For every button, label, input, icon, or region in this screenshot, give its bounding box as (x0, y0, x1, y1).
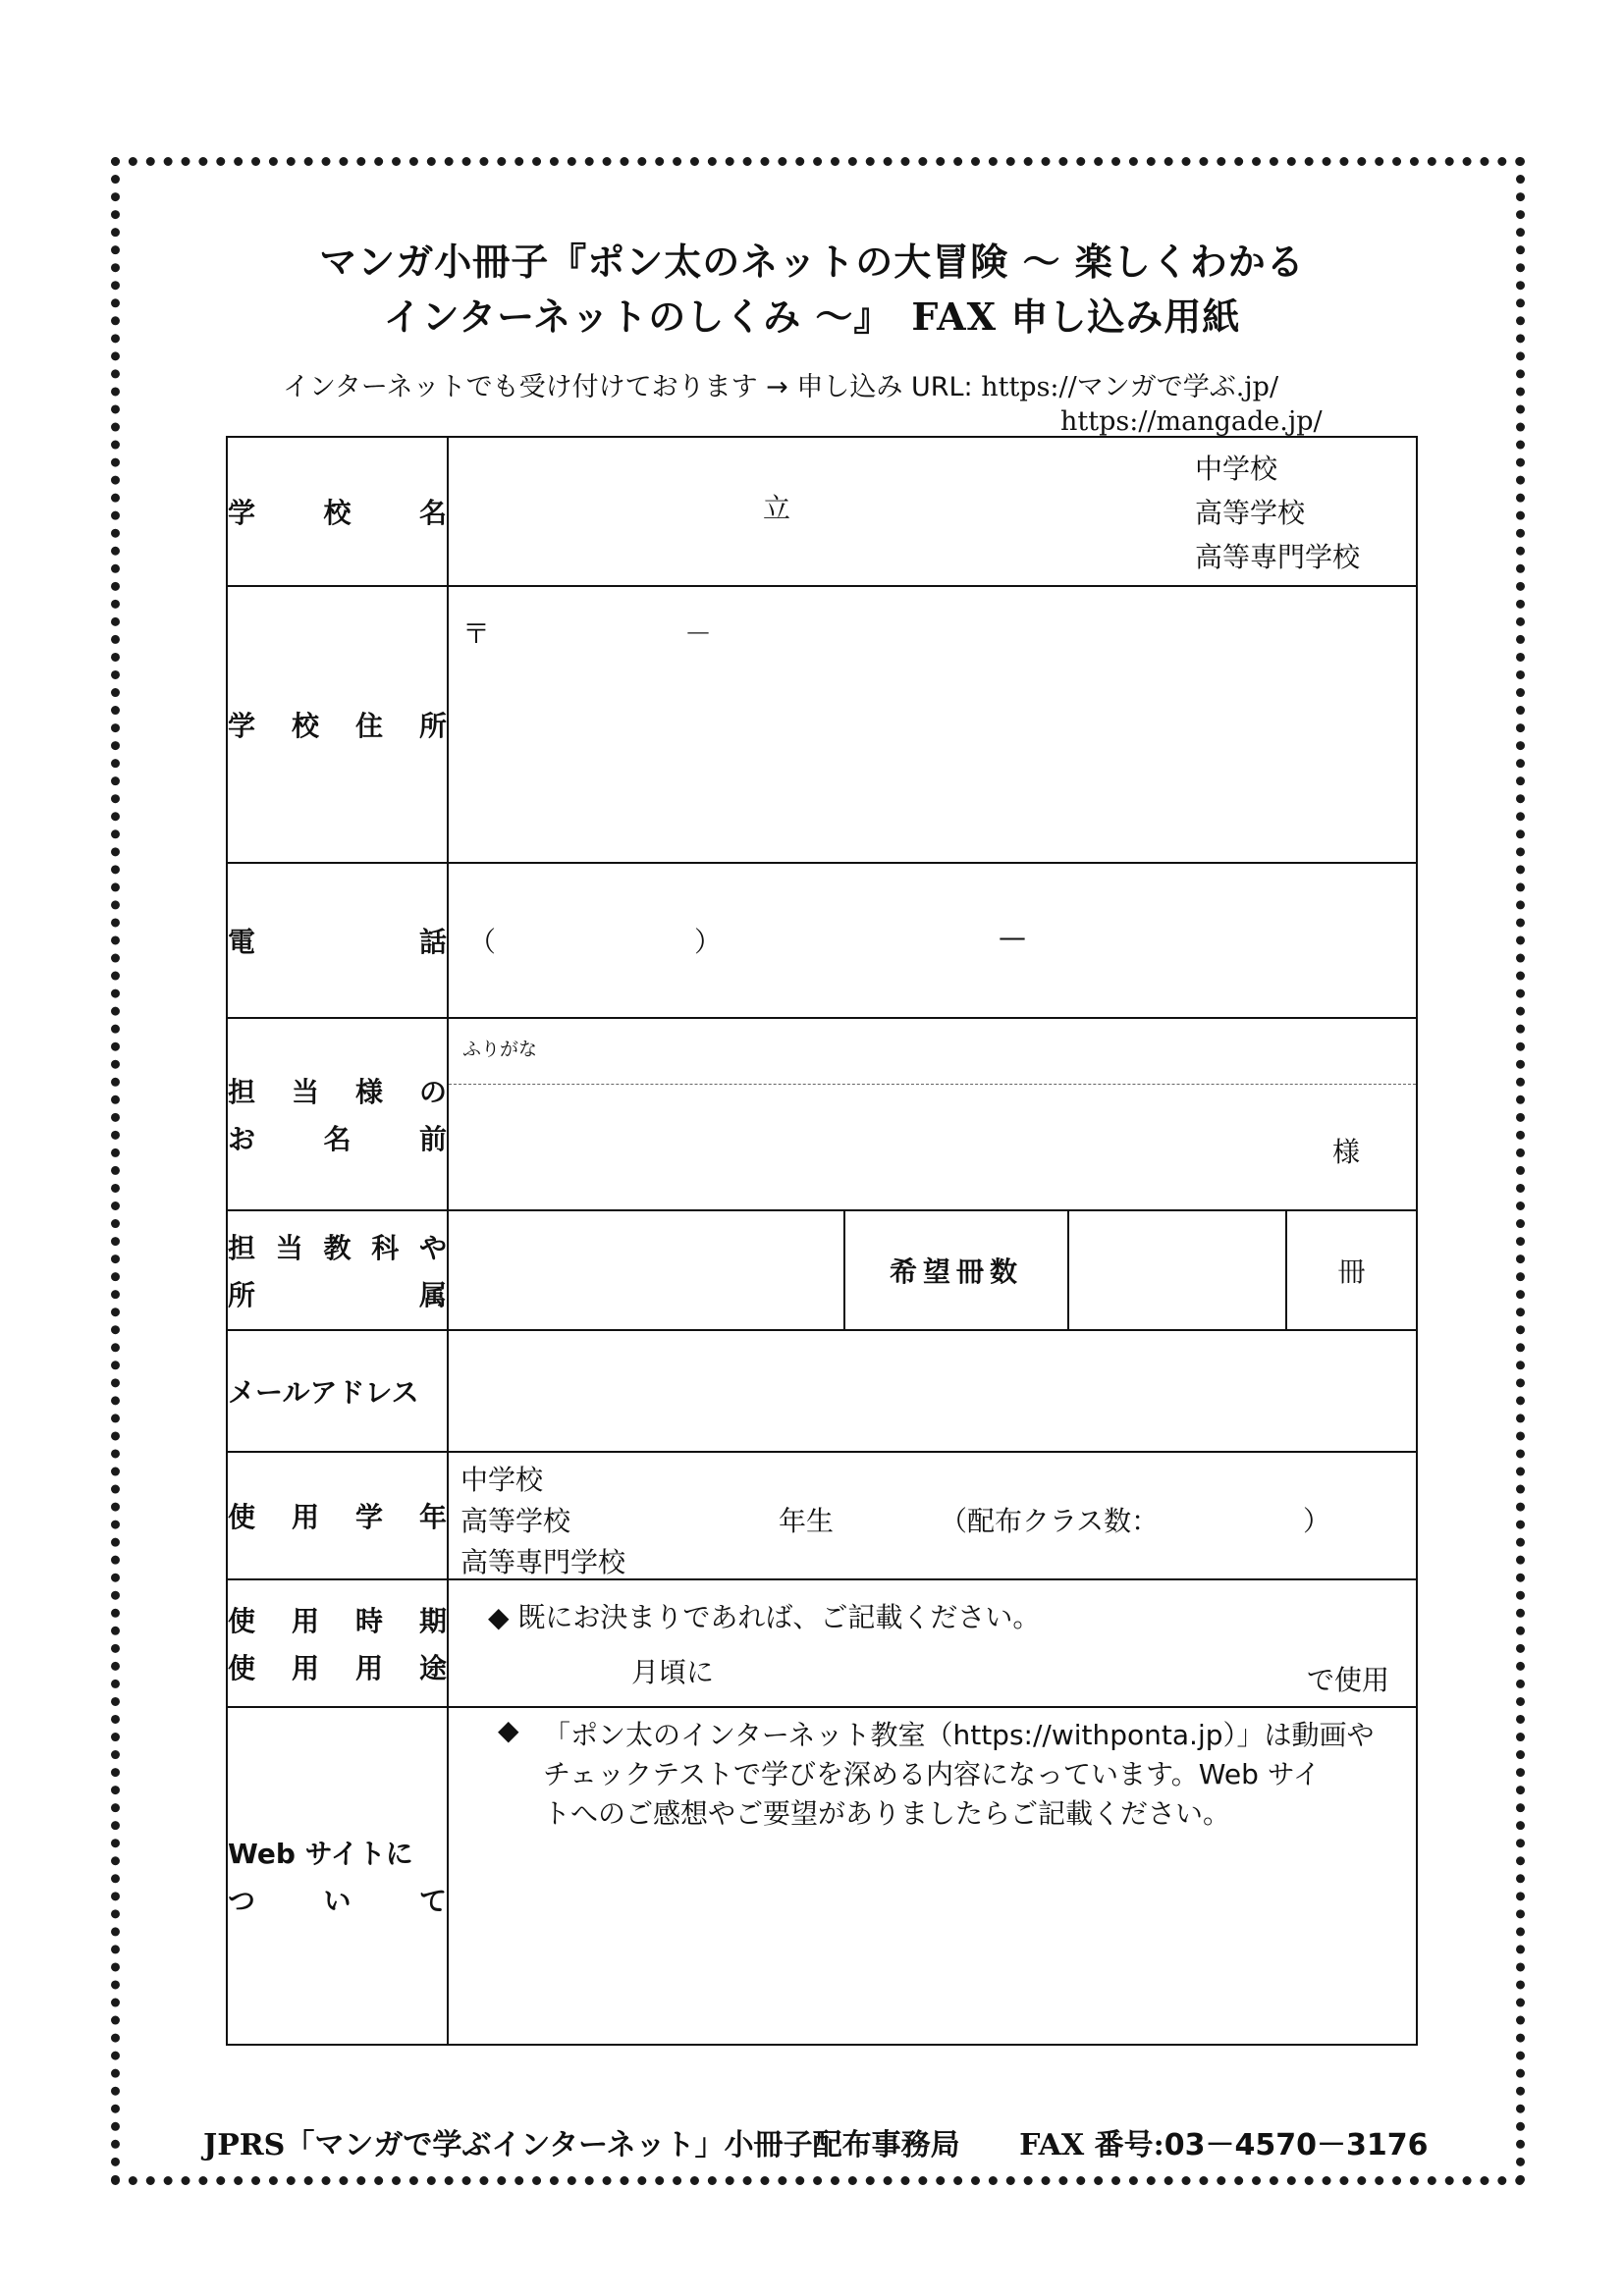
email-field[interactable] (448, 1330, 1417, 1452)
label-char: て (418, 1885, 447, 1917)
grade-type-junior-high[interactable]: 中学校 (460, 1464, 544, 1496)
contact-name-field[interactable] (448, 1018, 1417, 1210)
website-bullet: ◆ (498, 1714, 519, 1746)
label-school-address (227, 586, 448, 863)
label-char: や (418, 1232, 447, 1264)
row-website-feedback (227, 1707, 1417, 2045)
row-subject-copies (227, 1210, 1417, 1330)
copies-field[interactable] (1068, 1210, 1286, 1330)
label-char: 学 (228, 497, 256, 529)
application-form-table (226, 436, 1418, 2046)
label-char: 前 (418, 1123, 447, 1155)
label-char: 時 (354, 1605, 383, 1637)
row-email (227, 1330, 1417, 1452)
label-char: 様 (354, 1076, 383, 1108)
label-char: 担 (228, 1076, 256, 1108)
footer-fax-number: 03－4570－3176 (1164, 2128, 1429, 2163)
phone-field[interactable] (448, 863, 1417, 1018)
furigana-divider (449, 1084, 1416, 1085)
label-char: 用 (291, 1605, 319, 1637)
footer (203, 2120, 1428, 2163)
label-char: 話 (418, 926, 447, 958)
label-website-line1: Web サイトに (228, 1838, 413, 1870)
label-website (227, 1707, 448, 2045)
label-char: つ (228, 1885, 256, 1917)
label-char: 所 (228, 1279, 256, 1311)
phone-open-paren: （ (468, 926, 497, 958)
label-char: の (418, 1076, 447, 1108)
row-school-name (227, 437, 1417, 586)
online-notice (283, 365, 1278, 403)
website-line3: トへのご感想やご要望がありましたらご記載ください。 (543, 1797, 1231, 1830)
label-char: 科 (371, 1232, 400, 1264)
label-char: 住 (354, 710, 383, 742)
row-contact-name (227, 1018, 1417, 1210)
form-title-line1: マンガ小冊子『ポン太のネットの大冒険 ～ 楽しくわかる (319, 240, 1305, 284)
sama-text: 様 (1332, 1136, 1361, 1168)
label-char: 所 (418, 710, 447, 742)
class-count-close: ） (1303, 1505, 1331, 1537)
label-usage-period (227, 1579, 448, 1707)
label-char: 用 (354, 1652, 383, 1684)
usage-note: ◆ 既にお決まりであれば、ご記載ください。 (488, 1601, 1041, 1633)
label-char: 名 (323, 1123, 352, 1155)
phone-dash: — (999, 921, 1026, 953)
label-char: い (323, 1885, 352, 1917)
nensei-text: 年生 (779, 1505, 835, 1537)
website-feedback-field[interactable] (448, 1707, 1417, 2045)
online-notice-text: インターネットでも受け付けております → 申し込み URL: (283, 372, 973, 402)
school-type-junior-high[interactable]: 中学校 (1195, 453, 1278, 485)
grade-type-technical[interactable]: 高等専門学校 (460, 1546, 626, 1578)
label-subject (227, 1210, 448, 1330)
furigana-label: ふりがな (462, 1039, 538, 1060)
label-char: 期 (418, 1605, 447, 1637)
label-char: 用 (291, 1652, 319, 1684)
school-address-field[interactable] (448, 586, 1417, 863)
grade-field[interactable] (448, 1452, 1417, 1579)
school-type-technical[interactable]: 高等専門学校 (1195, 541, 1361, 573)
website-line1: 「ポン太のインターネット教室（https://withponta.jp）」は動画や (543, 1719, 1375, 1751)
label-contact-name (227, 1018, 448, 1210)
label-char: 年 (418, 1501, 447, 1533)
label-char: 属 (418, 1279, 447, 1311)
label-school-name (227, 437, 448, 586)
postal-dash: － (684, 617, 713, 650)
usage-period-field[interactable] (448, 1579, 1417, 1707)
row-phone (227, 863, 1417, 1018)
class-count-label: （配布クラス数： (940, 1505, 1160, 1537)
subject-field[interactable] (448, 1210, 844, 1330)
month-text: 月頃に (631, 1656, 715, 1688)
grade-type-high[interactable]: 高等学校 (460, 1505, 571, 1537)
row-usage-period (227, 1579, 1417, 1707)
label-char: 使 (228, 1605, 256, 1637)
application-url-2[interactable]: https://mangade.jp/ (1060, 406, 1323, 437)
label-phone (227, 863, 448, 1018)
school-type-high[interactable]: 高等学校 (1195, 497, 1306, 529)
school-name-field[interactable] (448, 437, 1417, 586)
postal-mark: 〒 (462, 617, 491, 650)
label-char: 使 (228, 1501, 256, 1533)
label-char: 校 (323, 497, 352, 529)
label-char: 途 (418, 1652, 447, 1684)
label-char: 当 (291, 1076, 319, 1108)
website-line2: チェックテストで学びを深める内容になっています。Web サイ (543, 1758, 1321, 1790)
label-char: 学 (228, 710, 256, 742)
label-char: 名 (418, 497, 447, 529)
phone-close-paren: ） (694, 926, 723, 958)
label-char: 担 (228, 1232, 256, 1264)
label-desired-copies: 希望冊数 (844, 1210, 1068, 1330)
label-char: 校 (291, 710, 319, 742)
ritsu-text: 立 (763, 492, 791, 524)
label-char: 使 (228, 1652, 256, 1684)
row-grade (227, 1452, 1417, 1579)
label-char: 電 (228, 926, 256, 958)
label-grade (227, 1452, 448, 1579)
row-school-address (227, 586, 1417, 863)
label-email: メールアドレス (227, 1330, 448, 1452)
use-text: で使用 (1307, 1664, 1390, 1696)
label-char: 教 (323, 1232, 352, 1264)
copies-unit: 冊 (1286, 1210, 1417, 1330)
label-char: お (228, 1123, 256, 1155)
application-url-1[interactable]: https://マンガで学ぶ.jp/ (981, 372, 1279, 402)
label-char: 学 (354, 1501, 383, 1533)
label-char: 用 (291, 1501, 319, 1533)
footer-fax-label: FAX 番号: (1019, 2128, 1164, 2163)
label-char: 当 (275, 1232, 303, 1264)
form-title-line2: インターネットのしくみ ～』 FAX 申し込み用紙 (383, 294, 1241, 339)
footer-office: JPRS「マンガで学ぶインターネット」小冊子配布事務局 (203, 2128, 960, 2163)
